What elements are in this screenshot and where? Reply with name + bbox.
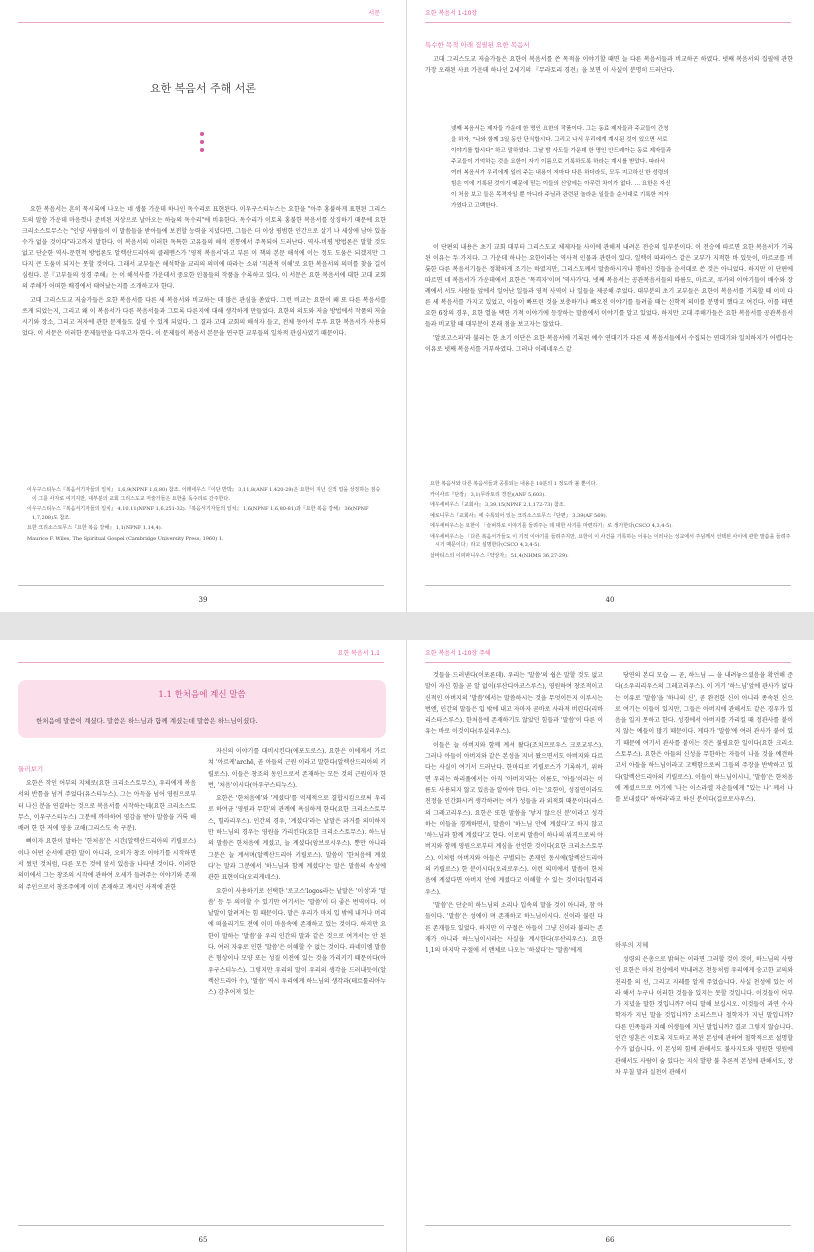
paragraph: 요한은 '한처음에'와 '계셨다'를 억제적으로 결합시킴으로써 우리로 하여금 '영원과 무한'의 관계에 욕심하게 한다(요한 크리소스토무스, 힐라리우스). 인간의 경우, '계셨다'라는 낱말은 과거를 의미하지만 하느님의 경우는 영원을 가리킨다(요한 크리소스토무스). 하느님의 말씀은 한처음에 계셨고, 늘 계셨다(암브로시우스). 뿐만 아니라 그분은 늘 계셔며(알렉산드리아 키릴로스). 말씀이 '한처음에 계셨다'는 말과 그분에서 '하느님과 함께 계셨다'는 말은 말씀의 속성에 관한 표현이다(오리게네스). xyxy=(208,795,386,882)
running-head: 요한 복음서 1-10장 주해 xyxy=(425,650,491,657)
header-rule xyxy=(425,662,791,663)
footnote: 카이사르『단장』 3,1(무라토리 경전)(ANF 5,603). xyxy=(430,491,546,498)
paragraph: 요한은 작인 어부의 지체로(요한 크리소스토무스), 우리에게 복음서의 반틈을 넘겨 주었다(유스티누스). 그는 아득을 넘어 영원으로부터 나신 분을 연결하는 것으로 복음서를 시작하는데(요한 크리소스토무스, 이우구스티누스) 그분에 까마하여 영감을 받아 말씀을 거룩 해 배려 한 한 저에 영웅 교해(그리스도 속 구분). xyxy=(18,780,196,833)
paragraph: 당연의 본디 모습 — 곧, 하느님 — 을 내려놓으셨음을 확언해 준다(소우리리우스의 그레고리우스). 이 거기 '하느님'앞에 관사가 없다는 이유로 '말씀'을 '하나의 신', 곧 완전한 신이 아니라 종속된 신으로 여기는 이들이 있지만, 그들은 아버지에 관해서도 같은 경우가 있음을 일지 못하고 한다. 성경에서 아버지를 가리킬 때 정관사를 붙이지 않는 예들이 많기 때문이다. 게다가 '말씀'에 여러 관사가 붙어 있기 때문에 여기서 관사를 붙이는 것은 불필요한 일이다(요한 크리소스토무스). 요한은 아들의 신성을 무한하는 자들이 나올 것을 예견하고서 아들을 하느님이라고 고백함으로써 그들의 주장을 반박하고 있다(알렉산드리아의 키릴로스). 이들이 하느님이시니, '말씀'은 한처음에 계셨으므로 여기에 '나는 이스라엘 자손들에게 "있는 나' 께서 나를 보내셨다" 하여라'라고 하신 분이다(길로로사우스). xyxy=(615,672,793,804)
page-66 xyxy=(407,640,813,1252)
footnote: 요한 크리소스토무스『요한 복음 강해』 1,1(NPNF 1,14,4). xyxy=(27,525,163,531)
footnote: 에우세비우스『교회사』 3,39,15(NPNF 2,1,172-73) 참조. xyxy=(430,502,566,508)
page-number: 39 xyxy=(198,596,208,604)
page-40 xyxy=(407,0,813,612)
quote-line: 주교들이 기억하는 것을 요한이 자기 이름으로 기록하도록 하라는 계시를 받았다. 따라서 xyxy=(451,159,666,165)
header-rule xyxy=(425,22,791,23)
footnote: 이우구스티누스『복음서기자들의 일치』 1,6,9(NPNF 1,6,80) 참조. 이레네우스『이단 반박』 3,11,8(ANF 1,420-29)은 요한이 지닌 신적 얼을 상징하는 짐승이 그를 사자로 여기지만, 대부분의 교회 그리스도교 저술가들은 요한을 독수리로 간주한다. xyxy=(27,487,381,502)
page-number: 66 xyxy=(605,1236,615,1244)
top-spread xyxy=(0,0,814,612)
verse-text: 한처음에 말씀이 계셨다. 말씀은 하느님과 함께 계셨는데 말씀은 하느님이셨다. xyxy=(36,717,258,725)
quote-line: 이 처음 보고 들은 목격자일 뿐 아니라 주님과 관련된 놀라운 일들을 순서대로 기록한 저자 xyxy=(451,192,669,198)
footnote: 예로니무스『교회사』에 수록되어 있는 크리소스토무스『단편』 3,39(AF 569). xyxy=(430,512,608,519)
header-rule xyxy=(18,662,384,663)
running-head: 요한 복음서 1,1 xyxy=(337,650,380,657)
paragraph: 것들을 드러낸다(이포론데). 우리는 '말씀'의 쉽은 말할 것도 없고 말이 자신 힘을 곧 알 없이(루산디아코스루스), 영원하여 창조적이고 신적인 아버지의 '말씀'에서는 말씀하시는 것을 무엇이든지 이루시는 번엔, 인간의 말들은 입 밖에 내고 자마자 곧바로 사라져 버린다(리바리스타스루스). 한처음에 존재하기도 않았던 힘들과 '말씀'이 다른 이유는 바로 이것이다(루실리우스). xyxy=(425,672,603,736)
footnote: 요한 복음서와 다른 복음서들과 공통되는 내용은 10분의 1 정도라 볼 뿐이다. xyxy=(430,481,598,487)
quote-line: 을 하자, "나와 함께 3일 동안 단식합시다. 그리고 나서 우리에게 계시된 것이 있으면 서로 xyxy=(451,137,668,143)
column-right xyxy=(208,746,386,1001)
footnotes xyxy=(24,486,384,545)
footnotes xyxy=(427,480,791,562)
footer-rule xyxy=(18,1225,384,1226)
quote-line: 이야기를 합시다" 하고 말하였다. 그날 밤 사도들 가운데 한 명인 안드레아는 동료 제자들과 xyxy=(451,148,672,154)
paragraph: 이들은 늘 아버지와 함께 계셔 왔다(조치프로우스 크로교루스). 그러나 아들이 아버지와 같은 본성을 지녀 왔으면서도 아버지와 다르다는 사실이 여기서 드러난다. 한마디로 키릴로스가 기록하기, 위하면 우리는 하리풀에서는 아직 '아버지'라는 이름도, '아들'이라는 이름도 사용되지 않고 있음을 알아야 한다. 이는 '요한이, 성질연이라도 진정을 인간화시켜 생각하려는 여가 성들을 과 외적회 때문이다(라스의 그레고리우스). 요한은 또한 말씀을 '낳지 않으신 분'이라고 성각하는 이들을 경계하면서, 말씀이 '하느님 안에 계셨다'고 하지 않고 '하느님과 함께 계셨다'고 한다. 이로써 말씀이 하나의 위격으로써 아버지와 함께 영원으로부터 계심을 선언한 것이다(요한 크리소스토무스). 이처럼 아버지와 아들은 구별되는 존재인 동시에(알렉산드리아의 키릴로스) 한 분이시다(오리로우스). 이런 의미에서 말씀이 한처음에 계셨다면 아버지 안에 계셨다고 이해할 수 있는 것이다(힐라리우스). xyxy=(425,741,603,896)
paragraph: 요한이 사용하기로 선택한 '로고스'logos라는 낱말은 '이성'과 '말씀' 등 두 의미할 수 있기만 여기서는 '말씀'이 더 좋은 번역이다. 이 낱말이 알려져는 힘 때문이다. 말은 우리가 마치 입 밖에 내거나 머리에 떠올리기도 전에 이미 마음속에 존재하고 있는 것이다. 하지만 요한이 말하는 '말씀'을 우리 인간의 말과 같은 것으로 여겨서는 안 된다. 여러 자유로 인한 '말씀'은 이해할 수 없는 것이다. 파네미엠 말씀은 형상이나 모양 또는 성질 이전에 있는 것을 가리키기 때문이다(아우구스티누스). 그렇지만 우리의 말이 우리의 생각을 드러내듯이(알렉산드리아 수), '말씀' 역시 우리에게 하느님의 생각과(테르툴리아누스) 감추어져 있는 xyxy=(208,887,386,997)
quote-line: 가였다고 고백한다. xyxy=(451,203,498,209)
footnote: 에우세비우스는 요한이 「슬퍼하로 이야기를 들려주는 데 대한 사기를 마련하기」로 생가한다(CSCO 4,3,4-5). xyxy=(430,523,673,529)
body-text xyxy=(425,242,793,358)
column-left xyxy=(18,778,196,895)
wisdom-subhead: 하루의 지혜 xyxy=(615,941,649,949)
column-left xyxy=(425,670,603,958)
paragraph: 성령의 은총으로 밝혀는 이라면 그러할 것이 것이, 하느님의 사랑인 요한은 마치 천상에서 박내려온 천둥처럼 우리에게 숭고한 교의와 진리를 의 선, 그리고 지레를 알게 주었습니다. 사실 천성에 있는 이라 해서 누구나 이러한 것들을 있지는 못할 것입니다. 이것들이 어부가 지녔을 말한 것입니까? 어디 말해 보십시오. 이것들이 과연 수사학자가 지닌 말을 것입니까? 소피스트나 철학자가 지닌 말입니까? 다른 민족들과 지혜 어생들에 지닌 말입니까? 결코 그렇지 않습니다. 인간 영혼은 이토록 지도하고 복된 본성에 관하여 철학적으로 설명할 수가 없습니다. 이 본성의 힘에 관해서도 불사지도와 영원한 영원에 관해서도 사람이 숨 있다는 지식 발광 불 추론적 본성에 관해서도, 장차 부칠 말과 실천이 관해서 xyxy=(615,956,793,1076)
paragraph: 요한 복음서는 흔히 묵시록에 나오는 네 생물 가운데 하나인 독수리로 표현된다. 이우구스티누스는 요한을 "아주 홍불하게 표현된 그리스도의 말씀 가운데 마음껏나 준비된 지상으로 날아오는 하늘의 독수리"에 비유한다. 독수리가 이토록 홍불한 복음서를 상징하기 때문에 요한 크리소스토무스는 "인양 사람들이 이 말씀들을 받아들에 보전할 능력을 지녔다면, 그들은 더 이상 평범한 인간으로 살기 나 세상에 남아 있을 수가 없을 것이다"라고까지 말한다. 이 복음서의 이러한 독특한 고유들의 해석 전통에서 주목되어 드러난다. 역사-비평 방법론은 말할 것도 없고 단순한 역사-문헌적 방법론도 알렉산드리아의 클레멘스가 '영적 복음서'라고 부른 이 책의 본문 해석에 이는 정도 도움은 되겠지만 그 다지 큰 도움이 되지는 못할 것이다. 그래서 교부들은 해석학을 교리의 의미에 따라는 소위 '직관적 이해'로 요한 복음서의 의미를 찾을 길이 심원다. 본『고부들의 성경 주해』는 이 해석사를 가운데서 중요한 인물들의 작품을 수록하고 있다. 이 서문은 요한 복음서에 대한 고대 교회의 주해가 어떠한 배경에서 태어났는지를 소개하고자 한다. xyxy=(22,206,386,290)
section-box xyxy=(18,680,386,738)
section-subhead: 특수한 목적 아래 집필된 요한 복음서 xyxy=(425,41,530,49)
column-right xyxy=(615,670,793,808)
section-title: 1.1 한처음에 계신 말씀 xyxy=(158,690,246,700)
paragraph: 자신의 이야기를 대비시킨다(에포도로스). 요한은 이에게서 가르쳐 '아르케'archē, 곧 아들의 근원 이라고 말한다(알렉산드리아의 키릴로스). 이들은 창조의 동인으로서 존재하는 모든 것의 근원이자 한번, '처음'이시다(아우구스티누스). xyxy=(208,748,386,789)
footer-rule xyxy=(18,585,384,586)
paragraph: '알로고스파'라 불리는 한 초기 이단은 요한 복음서에 기록된 예수 연대기가 다른 세 복음서들에서 수집되는 연대기와 일치하지가 어렵다는 이유로 넷째 복음서를 거부하였다. 그러나 이레네우스 같 xyxy=(425,335,793,353)
quote-line: 넷째 복음서는 제자들 가운데 한 명인 요한의 작품이다. 그는 동료 제자들과 주교들이 간청 xyxy=(451,126,669,132)
page-39 xyxy=(0,0,407,612)
ornament-dots xyxy=(200,132,206,156)
body-text xyxy=(22,204,386,342)
page-65 xyxy=(0,640,407,1252)
footnote: 에우세비우스는 「다른 복음서가들도 이 기적 이야기를 들려주지만, 요한이 이 사건을 기록하는 이유는 이러나는 성교에서 주님께서 선택된 사이에 관한 말씀을 들려주시기 때문이다」라고 설명한다(CSCO 4,3,4-5). xyxy=(430,533,791,548)
chapter-title: 요한 복음서 주해 서론 xyxy=(149,82,257,95)
running-head: 요한 복음서 1-10장 xyxy=(425,10,478,17)
header-rule xyxy=(18,22,384,23)
paragraph: 고대 그리스도교 저술가들은 요한 복음서를 다른 세 복음서와 비교하는 데 많은 관심을 쏟았다. 그런 비교는 요한이 왜 또 다른 복음서를 쓰게 되었는지, 그리고 왜 이 복음서가 다른 복음서들과 그토록 다른지에 대해 생각하게 만들었다. 요한의 의도와 저술 방법에서 작품의 저술 시기와 장소, 그리고 저자에 관한 문제들도 살필 수 있게 되었다. 그 결과 고대 교회의 해석자 들고, 전체 동아서 무루 요한 복음서가 사용되었다. 이 서문은 이러한 문제들만을 다루고자 한다. 이 문제들이 복음서 본문을 연구한 교부들의 일차적 관심사였기 때문이다. xyxy=(22,297,386,337)
footer-rule xyxy=(425,1225,791,1226)
running-head: 서문 xyxy=(368,10,380,17)
page-number: 65 xyxy=(198,1236,208,1244)
page-number: 40 xyxy=(605,596,615,604)
paragraph: 고대 그리스도교 저술가들은 요한이 복음서를 쓴 목적을 이야기할 때면 늘 다른 복음서들과 비교하곤 하였다. 넷째 복음서의 집필에 관한 가장 오래된 사료 가운데 하나인 2세기의 『무라토리 경전』을 보면 이 사실이 분명히 드러난다. xyxy=(425,56,793,74)
footnote: 이우구스티누스『복음서기자들의 일치』 4,10,11(NPNF 1,6,251-32).『복음서기자들의 일치』 1,6(NPNF 1,6,80-81)과『요한 복음 강해』 36(NPNF 1,7,208)도 참조. xyxy=(27,506,369,521)
intro-text xyxy=(425,54,793,79)
column-right-lower xyxy=(615,954,793,1080)
footnote: 살바티스의 이피파니우스『약상자』 51,4(NHMS 36,27-29). xyxy=(430,552,569,559)
overview-subhead: 둘러보기 xyxy=(18,765,44,773)
footer-rule xyxy=(425,585,791,586)
bottom-spread xyxy=(0,640,814,1252)
paragraph: '말씀'은 단순히 하느님의 소리나 입속의 말을 것이 아니라, 참 아들이다. '말씀'은 성에이 며 존재하고 하느님이시다. 신이라 불린 다른 존재들도 있었다. 하지만 이 구절은 아들이 그냥 신이라 불리는 존재가 아니라 하느님이시라는 사실을 계시한다(루산리우스). 요한 1,1의 마지막 구절에 서 맨체로 나오는 '하셨다'는 '말씀'에게 xyxy=(425,901,603,955)
quote-line: 힘은 이에 기록된 것이기 때문에 믿는 이들의 신앙에는 아무런 차이가 없다. … 요한은 자신 xyxy=(451,181,671,187)
paragraph: 뼈이자 요한이 말하는 '한처음'은 시간(알렉산드리아의 키릴로스)이나 어떤 순서에 관한 말이 아니라, 오히가 창조 이야기를 시작하면서 썼던 것처럼, 다른 모든 것에 앞서 있음을 나타낸 것이다. 이러한 의미에서 그는 창조의 시작에 관하여 오세가 들려주는 이야기와 존재의 주인으로서 창조주에게 이미 존재하고 계시던 사적에 관한 xyxy=(18,838,196,891)
quote-line: 여러 복음서가 우리에게 일러 주는 내용이 저마다 다른 하더라도, 모두 지고하신 한 성령의 xyxy=(451,170,669,176)
block-quote xyxy=(451,124,781,212)
footnote: Maurice F. Wiles, The Spiritual Gospel (Cambridge University Press, 1960) 1. xyxy=(27,535,224,542)
paragraph: 이 단편의 내용은 초기 교회 대부터 그리스도교 체제자들 사이에 관해져 내려온 전승의 일부분이다. 이 전승에 따르면 요한 복음서가 기록된 이유는 두 가지다. 그 가운데 하나는 요한이라는 역사적 인물과 관련이 있다. 일렉이 따파아스 같은 교부가 지적한 바 있듯이, 마르코를 비롯한 다른 복음서기들은 정확하게 조기는 하였지만, 그리스도께서 말씀하시거나 행하신 것들을 순서대로 쓴 것은 아니었다. 하지만 이 단편에 따르면 네 복음서가 가운데에서 요한은 '목격자'이며 '역사가'다. 넷째 복음서는 공관복음서들의 따름도, 마르코, 루카의 이야기들이 배수와 장례에서 서도 사람들 앞에서 일어난 일들과 영적 사역이 나 일들을 제공해 주었다. 대부분의 초기 교부들은 요한이 복음서를 기록할 때 이미 다른 세 복음서를 가지고 있었고, 이들이 빠뜨린 것을 보충하기나 빠오진 이야기를 들려줄 때는 신학적 의미를 분명히 했다고 여긴다. 이를 테면 요한 6장의 경우, 요한 열을 택한 기적 이야기에 등장하는 말씀에서 이야기를 알고 있었다. 하지만 고대 주해가들은 요한 복음서를 공관복음서들과 비교할 때 대부분이 본래 점을 보고자는 않았다. xyxy=(425,244,793,328)
